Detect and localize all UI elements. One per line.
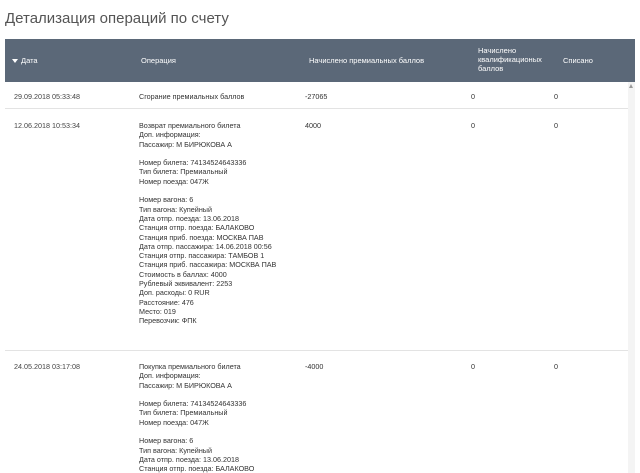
page-title: Детализация операций по счету	[5, 10, 229, 27]
table-header	[5, 39, 635, 82]
vertical-scrollbar[interactable]	[628, 82, 635, 473]
row-qualification-points: 0	[471, 362, 475, 371]
row-operation: Покупка премиального билета Доп. информация: Пассажир: М БИРЮКОВА А Номер билета: 74134524643336 Тип билета: Премиальный Номер поезда: 047Ж Номер вагона: 6 Тип вагона: Купейный Дата отпр. поезда: 13.06.2018 Станция отпр. поезда: БАЛАКОВО	[139, 362, 255, 473]
row-premium-points: -4000	[305, 362, 324, 371]
table-body	[5, 82, 628, 473]
row-premium-points: 4000	[305, 121, 321, 130]
sort-caret-icon	[12, 59, 18, 63]
row-operation: Возврат премиального билета Доп. информация: Пассажир: М БИРЮКОВА А Номер билета: 74134524643336 Тип билета: Премиальный Номер поезда: 047Ж Номер вагона: 6 Тип вагона: Купейный Дата отпр. поезда: 13.06.2018 Станция отпр. поезда: БАЛАКОВО Станция приб. поезда: МОСКВА ПАВ Дата отпр. пассажира: 14.06.2018 00:56 Станция отпр. пассажира: ТАМБОВ 1 Станция приб. пассажира: МОСКВА ПАВ Стоимость в баллах: 4000 Рублевый эквивалент: 2253 Доп. расходы: 0 RUR Расстояние: 476 Место: 019 Перевозчик: ФПК	[139, 121, 277, 326]
row-written-off: 0	[554, 92, 558, 101]
table-row	[5, 109, 628, 351]
column-header-premium-points: Начислено премиальных баллов	[309, 56, 425, 65]
scroll-up-arrow-icon[interactable]	[629, 84, 633, 88]
row-written-off: 0	[554, 121, 558, 130]
table-row	[5, 351, 628, 473]
column-header-written-off: Списано	[563, 56, 593, 65]
column-header-qualification-points: Начислено квалификационых баллов	[478, 46, 542, 73]
column-header-date[interactable]	[12, 56, 38, 65]
row-premium-points: -27065	[305, 92, 328, 101]
row-written-off: 0	[554, 362, 558, 371]
row-qualification-points: 0	[471, 92, 475, 101]
row-date: 29.09.2018 05:33:48	[14, 92, 80, 101]
row-date: 12.06.2018 10:53:34	[14, 121, 80, 130]
row-operation: Сгорание премиальных баллов	[139, 92, 245, 101]
column-header-date-label: Дата	[21, 56, 38, 65]
operations-table	[5, 39, 635, 473]
table-row	[5, 82, 628, 109]
row-qualification-points: 0	[471, 121, 475, 130]
row-date: 24.05.2018 03:17:08	[14, 362, 80, 371]
column-header-operation: Операция	[141, 56, 176, 65]
